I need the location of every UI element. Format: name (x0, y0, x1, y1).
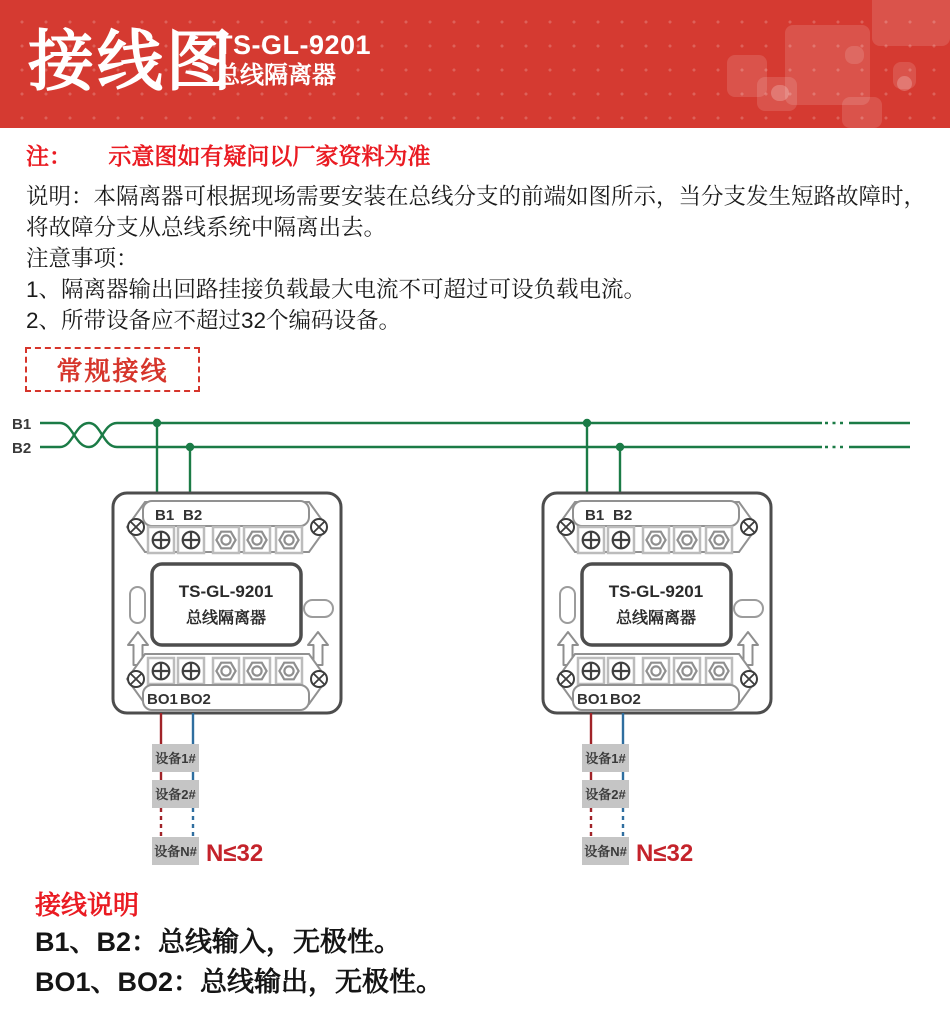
terminal-nut-icon (643, 658, 669, 684)
terminal-screw-icon (148, 658, 174, 684)
terminal-nut-icon (643, 527, 669, 553)
device-chain (582, 713, 693, 867)
terminal-screw-icon (578, 658, 604, 684)
terminal-nut-icon (706, 527, 732, 553)
terminal-screw-icon (608, 527, 634, 553)
isolator-device (543, 493, 771, 713)
junction-dot (186, 443, 194, 451)
page-title: 接线图 (28, 24, 235, 98)
model-label: TS-GL-9201 (216, 30, 372, 60)
bus-b1-label: B1 (12, 416, 32, 433)
terminal-screw-icon (148, 527, 174, 553)
output1-label: BO1 (147, 691, 178, 708)
mount-screw-icon (311, 671, 327, 687)
description (26, 181, 926, 336)
terminal-nut-icon (706, 658, 732, 684)
device-label-plate (152, 564, 301, 645)
description-line: 将故障分支从总线系统中隔离出去。 (26, 215, 387, 240)
device-chain (152, 713, 263, 867)
output-terminal-block (557, 654, 757, 710)
device-label-plate (582, 564, 731, 645)
input-terminal-block (557, 501, 757, 553)
mount-screw-icon (128, 519, 144, 535)
legend-line: B1、B2：总线输入，无极性。 (35, 927, 402, 957)
legend-line: BO1、BO2：总线输出，无极性。 (35, 967, 444, 997)
output1-label: BO1 (577, 691, 608, 708)
device-model-label: TS-GL-9201 (608, 582, 704, 601)
output2-label: BO2 (180, 691, 211, 708)
terminal-nut-icon (674, 527, 700, 553)
junction-dot (616, 443, 624, 451)
mount-screw-icon (741, 671, 757, 687)
device-model-label: TS-GL-9201 (178, 582, 274, 601)
note (26, 138, 430, 171)
note-text: 示意图如有疑问以厂家资料为准 (108, 143, 431, 169)
description-line: 1、隔离器输出回路挂接负载最大电流不可超过可设负载电流。 (26, 277, 647, 302)
bus-b2-label: B2 (12, 440, 32, 457)
terminal-screw-icon (608, 658, 634, 684)
terminal-nut-icon (213, 527, 239, 553)
device-box-label: 设备1# (585, 751, 626, 766)
product-name-label: 总线隔离器 (216, 62, 336, 89)
terminal-nut-icon (674, 658, 700, 684)
mount-screw-icon (128, 671, 144, 687)
side-slot (734, 600, 763, 617)
device-limit-label: N≤32 (206, 840, 264, 867)
junction-dot (583, 419, 591, 427)
mount-screw-icon (558, 519, 574, 535)
device-limit-label: N≤32 (636, 840, 694, 867)
terminal-nut-icon (276, 527, 302, 553)
side-slot (304, 600, 333, 617)
device-name-label: 总线隔离器 (615, 610, 697, 627)
terminal-nut-icon (213, 658, 239, 684)
side-slot (130, 587, 145, 623)
output2-label: BO2 (610, 691, 641, 708)
junction-dot (153, 419, 161, 427)
mount-screw-icon (311, 519, 327, 535)
device-box-label: 设备N# (154, 844, 197, 859)
wiring-diagram (0, 404, 950, 880)
terminal-screw-icon (178, 658, 204, 684)
terminal-nut-icon (276, 658, 302, 684)
product-subtitle (216, 30, 371, 90)
input1-label: B1 (585, 507, 605, 524)
legend (35, 888, 443, 1002)
input1-label: B1 (155, 507, 175, 524)
header (0, 0, 950, 128)
terminal-nut-icon (244, 658, 270, 684)
description-line: 注意事项： (26, 246, 139, 271)
terminal-nut-icon (244, 527, 270, 553)
output-terminal-block (127, 654, 327, 710)
description-line: 说明：本隔离器可根据现场需要安装在总线分支的前端如图所示，当分支发生短路故障时， (26, 184, 927, 209)
device-box-label: 设备N# (584, 844, 627, 859)
device-box-label: 设备2# (155, 787, 196, 802)
input2-label: B2 (183, 507, 203, 524)
mount-screw-icon (741, 519, 757, 535)
device-box-label: 设备1# (155, 751, 196, 766)
side-slot (560, 587, 575, 623)
bus-lines (12, 416, 910, 494)
terminal-screw-icon (578, 527, 604, 553)
section-label-regular-wiring: 常规接线 (25, 347, 200, 392)
mount-screw-icon (558, 671, 574, 687)
description-line: 2、所带设备应不超过32个编码设备。 (26, 308, 402, 333)
input2-label: B2 (613, 507, 633, 524)
device-name-label: 总线隔离器 (185, 610, 267, 627)
terminal-screw-icon (178, 527, 204, 553)
note-label: 注： (26, 143, 72, 169)
input-terminal-block (127, 501, 327, 553)
device-box-label: 设备2# (585, 787, 626, 802)
isolator-device (113, 493, 341, 713)
legend-title: 接线说明 (35, 890, 140, 920)
